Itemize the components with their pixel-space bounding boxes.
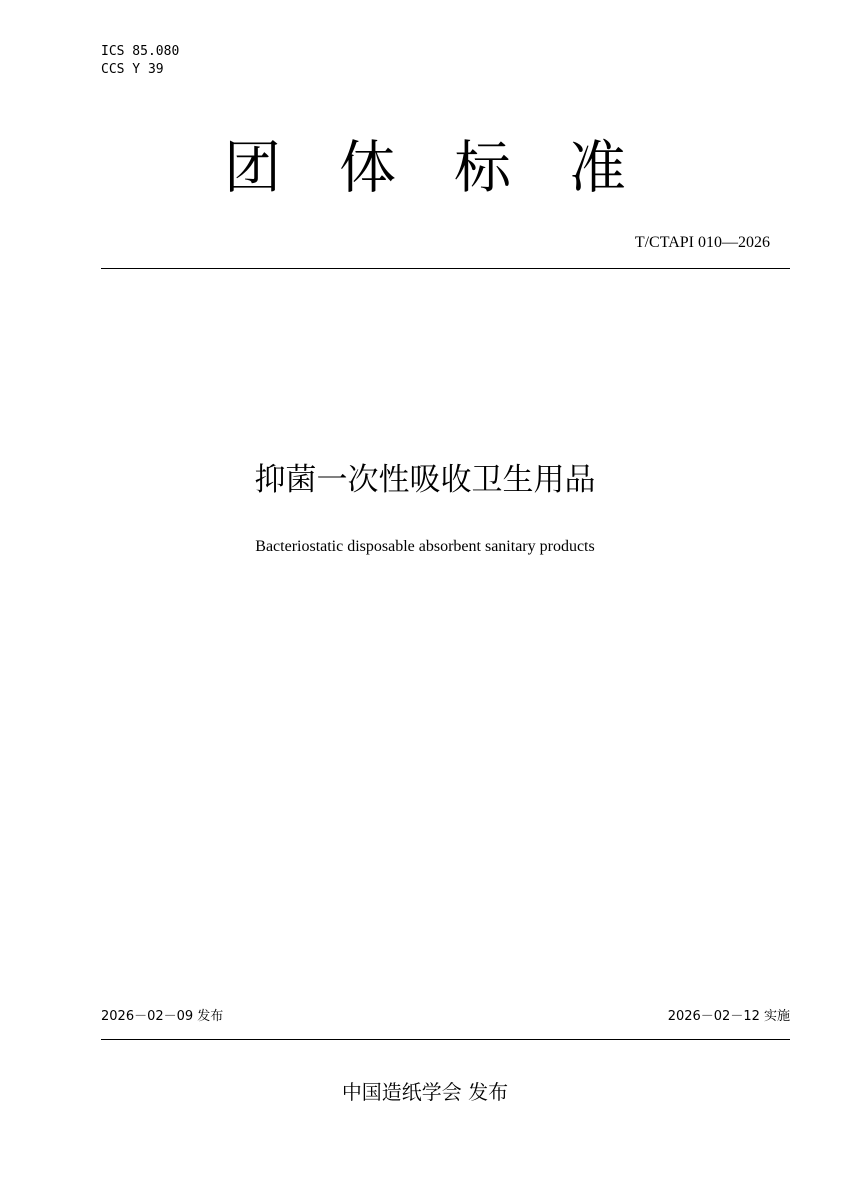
implementation-date: 2026－02－12 实施 [667,1009,790,1024]
header-divider [101,268,790,269]
footer-divider [101,1039,790,1040]
classification-codes [101,43,179,79]
document-title-zh: 抑菌一次性吸收卫生用品 [254,462,596,498]
ics-code: ICS 85.080 [101,44,180,59]
issue-date: 2026－02－09 发布 [101,1009,224,1024]
standard-number: T/CTAPI 010—2026 [634,234,770,251]
ccs-code: CCS Y 39 [101,62,164,77]
standard-type-heading: 团体标准 [224,135,684,201]
document-title-en: Bacteriostatic disposable absorbent sanitary products [255,538,595,555]
publisher: 中国造纸学会 发布 [341,1080,509,1104]
